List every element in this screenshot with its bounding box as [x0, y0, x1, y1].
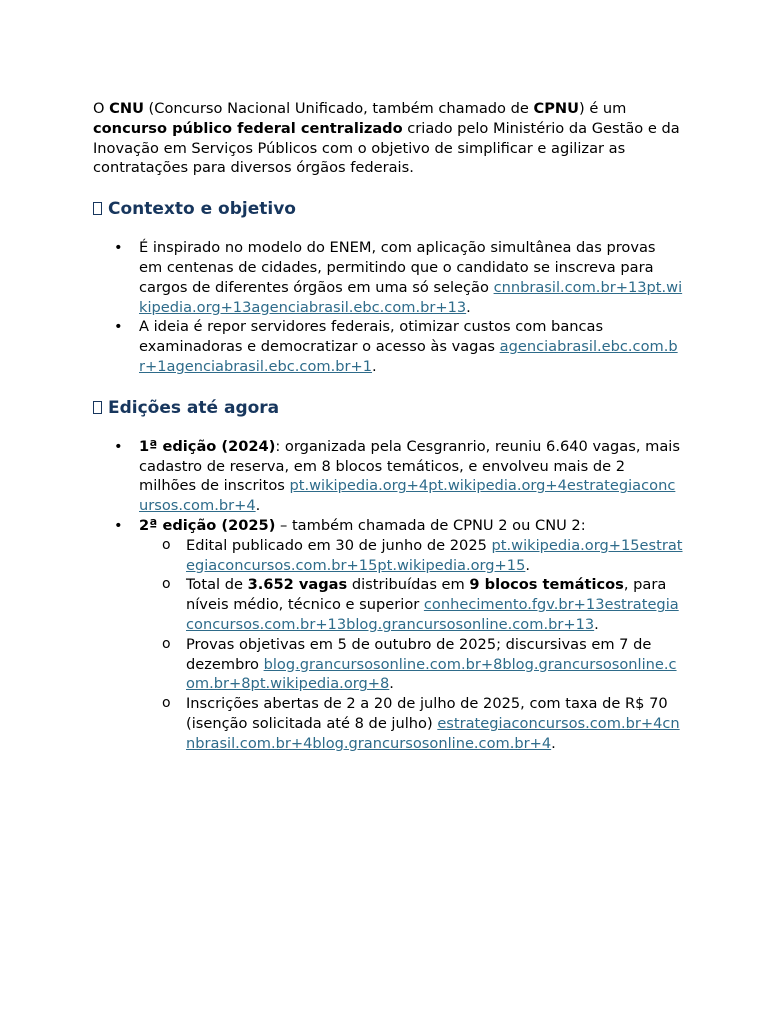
item-bold: 9 blocos temáticos [469, 576, 624, 594]
item-end: . [389, 675, 394, 693]
intro-paragraph [93, 99, 683, 178]
sub-list-item [139, 575, 683, 634]
item-text: Total de [186, 576, 248, 594]
item-end: . [551, 734, 556, 752]
list-item [93, 437, 683, 516]
source-link[interactable]: pt.wikipedia.org+4pt.wikipedia.org+4estrategiaconcursos.com.br+4 [139, 477, 676, 515]
item-end: . [255, 497, 261, 515]
heading-text: Edições até agora [108, 397, 280, 418]
item-bold: 1ª edição (2024) [139, 437, 276, 455]
section-heading-edicoes [93, 397, 683, 419]
item-end: . [594, 615, 599, 633]
item-text: – também chamada de CPNU 2 ou CNU 2: [275, 516, 586, 534]
intro-text: criado pelo Ministério da Gestão e da Inovação em Serviços Públicos com o objetivo de simplificar e agilizar as contratações para diversos órgãos federais. [93, 119, 680, 177]
sub-list-item [139, 536, 683, 576]
item-end: . [372, 357, 377, 375]
item-end: . [466, 298, 471, 316]
sub-list [139, 536, 683, 754]
sub-list-item [139, 635, 683, 694]
contexto-list [93, 238, 683, 377]
item-text: , para níveis médio, técnico e superior [186, 576, 667, 614]
heading-text: Contexto e objetivo [108, 199, 296, 220]
source-link[interactable]: pt.wikipedia.org+15estrategiaconcursos.com.br+15pt.wikipedia.org+15 [186, 536, 683, 574]
item-text: distribuídas em [347, 576, 470, 594]
intro-text: O [93, 100, 110, 117]
document-body [93, 99, 683, 754]
item-text: Edital publicado em 30 de junho de 2025 [186, 536, 492, 554]
intro-bold: concurso público federal centralizado [93, 119, 403, 137]
intro-cnu: CNU [109, 100, 144, 117]
source-link[interactable]: conhecimento.fgv.br+13estrategiaconcursos.com.br+13blog.grancursosonline.com.br+13 [186, 596, 679, 633]
item-end: . [525, 556, 530, 574]
intro-text: ) é um [578, 100, 627, 117]
intro-cpnu: CPNU [533, 100, 579, 117]
item-text: A ideia é repor servidores federais, otimizar custos com bancas examinadoras e democratizar o acesso às vagas [139, 318, 604, 356]
intro-text: (Concurso Nacional Unificado, também chamado de [143, 100, 534, 117]
sub-list-item [139, 694, 683, 753]
edicoes-list [93, 437, 683, 754]
item-bold: 2ª edição (2025) [139, 516, 276, 534]
item-text: Inscrições abertas de 2 a 20 de julho de 2025, com taxa de R$ 70 (isenção solicitada até 8 de julho) [186, 695, 668, 732]
list-item [93, 516, 683, 754]
item-text: É inspirado no modelo do ENEM, com aplicação simultânea das provas em centenas de cidades, permitindo que o candidato se inscreva para cargos de diferentes órgãos em uma só seleção [139, 239, 656, 296]
source-link[interactable]: estrategiaconcursos.com.br+4cnnbrasil.com.br+4blog.grancursosonline.com.br+4 [186, 714, 680, 752]
list-item [93, 317, 683, 376]
item-bold: 3.652 vagas [247, 576, 348, 594]
missing-glyph-icon [93, 401, 102, 414]
item-text: : organizada pela Cesgranrio, reuniu 6.640 vagas, mais cadastro de reserva, em 8 blocos temáticos, e envolveu mais de 2 milhões de inscritos [139, 437, 680, 495]
source-link[interactable]: blog.grancursosonline.com.br+8blog.grancursosonline.com.br+8pt.wikipedia.org+8 [186, 655, 677, 693]
item-text: Provas objetivas em 5 de outubro de 2025; discursivas em 7 de dezembro [186, 635, 652, 673]
section-heading-contexto [93, 198, 683, 220]
list-item [93, 238, 683, 317]
source-link[interactable]: cnnbrasil.com.br+13pt.wikipedia.org+13agenciabrasil.ebc.com.br+13 [139, 278, 683, 316]
source-link[interactable]: agenciabrasil.ebc.com.br+1agenciabrasil.ebc.com.br+1 [139, 338, 678, 375]
missing-glyph-icon [93, 202, 102, 215]
